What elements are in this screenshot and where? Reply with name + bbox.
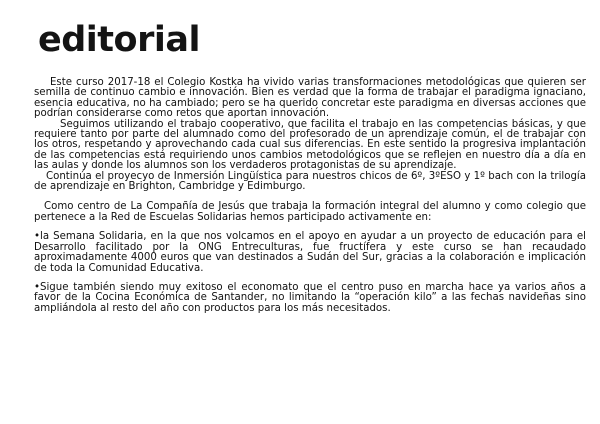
editorial-body bbox=[34, 78, 586, 314]
bullet-economato: •Sigue también siendo muy exitoso el economato que el centro puso en marcha hace ya varios años a favor de la Cocina Económica de Santander, no limitando la “operación kilo” a las fechas navideñas sino ampliándola al resto del año con productos para los más necesitados. bbox=[34, 281, 586, 314]
page-title: editorial bbox=[38, 20, 200, 60]
paragraph-language-immersion: Continúa el proyecyo de Inmersión Lingüística para nuestros chicos de 6º, 3ºESO y 1º bach con la trilogía de aprendizaje en Brighton, Cambridge y Edimburgo. bbox=[34, 170, 586, 193]
paragraph-solidarity-network: Como centro de La Compañía de Jesús que trabaja la formación integral del alumno y como colegio que pertenece a la Red de Escuelas Solidarias hemos participado activamente en: bbox=[34, 201, 586, 223]
bullet-solidarity-week: •la Semana Solidaria, en la que nos volcamos en el apoyo en ayudar a un proyecto de educación para el Desarrollo facilitado por la ONG Entreculturas, fue fructífera y este curso se han recaudado aproximadamente 4000 euros que van destinados a Sudán del Sur, gracias a la colaboración e implicación de toda la Comunidad Educativa. bbox=[34, 231, 586, 274]
paragraph-intro: Este curso 2017-18 el Colegio Kostka ha vivido varias transformaciones metodológicas que quieren ser semilla de continuo cambio e innovación. Bien es verdad que la forma de trabajar el paradigma ignaciano, esencia educativa, no ha cambiado; pero se ha querido concretar este paradigma en diversas acciones que podrían considerarse como retos que aportan innovación. bbox=[34, 77, 586, 120]
paragraph-cooperative-work: Seguimos utilizando el trabajo cooperativo, que facilita el trabajo en las competencias básicas, y que requiere tanto por parte del alumnado como del profesorado de un aprendizaje común, el de trabajar con los otros, respetando y aprovechando cada cual sus diferencias. En este sentido la progresiva implantación de las competencias está requiriendo unos cambios metodológicos que se reflejen en nuestro día a día en las aulas y donde los alumnos son los verdaderos protagonistas de su aprendizaje. bbox=[34, 118, 586, 172]
